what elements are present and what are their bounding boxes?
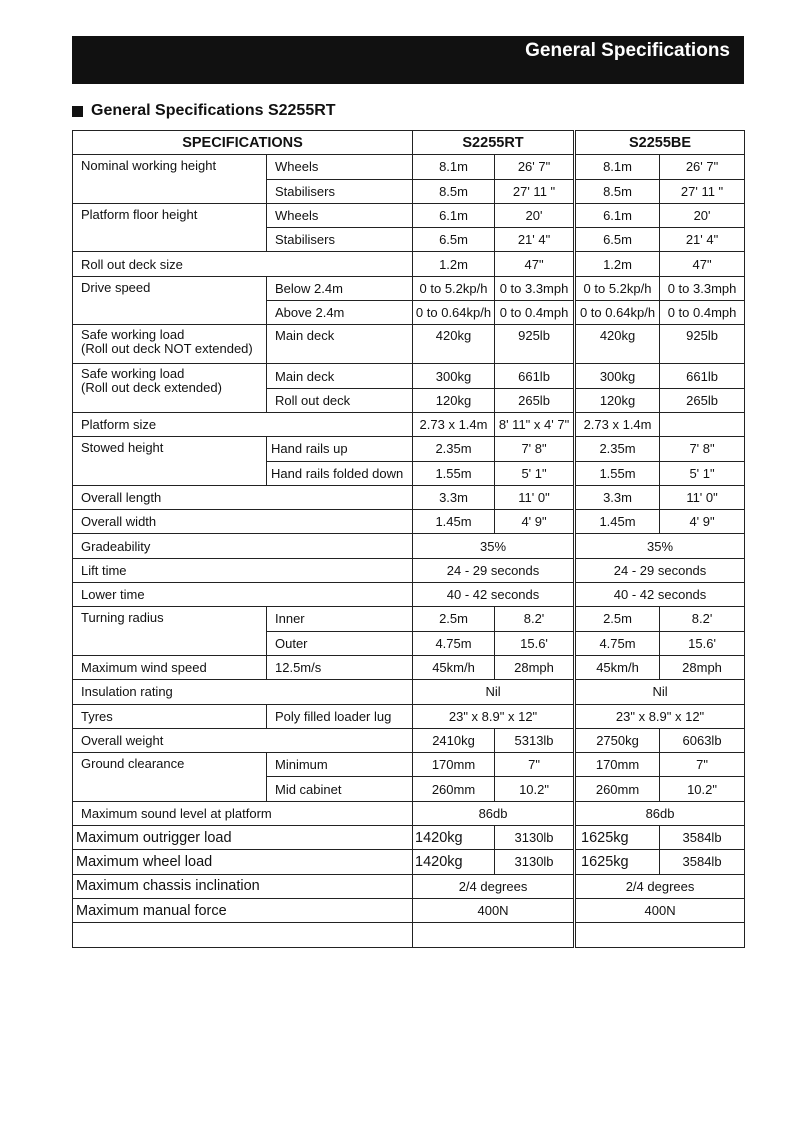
cell: 1625kg — [575, 850, 660, 874]
cell: 1.45m — [413, 510, 495, 534]
row-label-line1: Safe working load — [81, 366, 185, 382]
cell: 5313lb — [495, 728, 575, 752]
row-label: Maximum wheel load — [73, 850, 413, 874]
cell: 24 - 29 seconds — [575, 558, 745, 582]
cell: 26' 7" — [660, 155, 745, 179]
row-sublabel: Stabilisers — [267, 228, 413, 252]
cell: 28mph — [660, 655, 745, 679]
cell: 11' 0" — [660, 485, 745, 509]
cell: 8.2' — [495, 607, 575, 631]
cell: 1.55m — [413, 461, 495, 485]
cell: Nil — [575, 680, 745, 704]
cell: 0 to 0.4mph — [495, 301, 575, 325]
cell: 2/4 degrees — [575, 874, 745, 898]
row-sublabel: Wheels — [267, 155, 413, 179]
cell: 35% — [413, 534, 575, 558]
section-title — [72, 102, 336, 120]
row-sublabel: 12.5m/s — [267, 655, 413, 679]
header-bar — [72, 36, 744, 84]
cell: 170mm — [413, 753, 495, 777]
cell: 2.5m — [575, 607, 660, 631]
cell: 47" — [495, 252, 575, 276]
cell: 5' 1" — [495, 461, 575, 485]
table-row — [73, 325, 745, 364]
cell: 7' 8" — [660, 437, 745, 461]
cell: 3.3m — [575, 485, 660, 509]
cell: 45km/h — [575, 655, 660, 679]
row-sublabel: Above 2.4m — [267, 301, 413, 325]
cell: 2750kg — [575, 728, 660, 752]
row-label: Gradeability — [73, 534, 413, 558]
row-label-line1: Safe working load — [81, 327, 185, 343]
cell: 8.5m — [575, 179, 660, 203]
cell: 925lb — [660, 325, 745, 364]
row-label: Maximum wind speed — [73, 655, 267, 679]
cell: 2.35m — [413, 437, 495, 461]
row-label: Maximum sound level at platform — [73, 801, 413, 825]
table-row — [73, 898, 745, 922]
row-label — [73, 325, 267, 364]
row-label: Maximum chassis inclination — [73, 874, 413, 898]
cell: 86db — [413, 801, 575, 825]
table-row — [73, 801, 745, 825]
row-sublabel: Outer — [267, 631, 413, 655]
cell: 28mph — [495, 655, 575, 679]
cell: 10.2" — [495, 777, 575, 801]
row-sublabel: Minimum — [267, 753, 413, 777]
cell: 0 to 5.2kp/h — [575, 276, 660, 300]
empty-cell — [413, 923, 575, 947]
row-label: Nominal working height — [73, 155, 267, 204]
cell — [660, 412, 745, 436]
row-label: Lift time — [73, 558, 413, 582]
cell: 420kg — [413, 325, 495, 364]
cell: 260mm — [413, 777, 495, 801]
cell: 40 - 42 seconds — [413, 583, 575, 607]
table-row — [73, 558, 745, 582]
cell: 2.5m — [413, 607, 495, 631]
row-label: Stowed height — [73, 437, 267, 486]
section-title-text: General Specifications S2255RT — [91, 102, 336, 119]
cell: 300kg — [575, 364, 660, 388]
cell: 20' — [660, 203, 745, 227]
cell: 15.6' — [495, 631, 575, 655]
cell: 86db — [575, 801, 745, 825]
row-label: Overall length — [73, 485, 413, 509]
row-label: Drive speed — [73, 276, 267, 325]
cell: 260mm — [575, 777, 660, 801]
table-row — [73, 252, 745, 276]
row-sublabel: Mid cabinet — [267, 777, 413, 801]
row-label: Lower time — [73, 583, 413, 607]
row-sublabel: Hand rails folded down — [267, 461, 413, 485]
cell: 3130lb — [495, 826, 575, 850]
row-label — [73, 364, 267, 413]
col-header-s2255be: S2255BE — [575, 131, 745, 155]
cell: 10.2" — [660, 777, 745, 801]
cell: 2.73 x 1.4m — [575, 412, 660, 436]
cell: 21' 4" — [495, 228, 575, 252]
cell: 0 to 0.64kp/h — [575, 301, 660, 325]
cell: 8.1m — [413, 155, 495, 179]
cell: 120kg — [575, 388, 660, 412]
cell: 3584lb — [660, 826, 745, 850]
cell: 8' 11" x 4' 7" — [495, 412, 575, 436]
col-header-specifications: SPECIFICATIONS — [73, 131, 413, 155]
cell: 2.73 x 1.4m — [413, 412, 495, 436]
cell: 925lb — [495, 325, 575, 364]
table-row — [73, 583, 745, 607]
cell: 47" — [660, 252, 745, 276]
cell: 35% — [575, 534, 745, 558]
cell: 6.1m — [413, 203, 495, 227]
cell: 20' — [495, 203, 575, 227]
cell: 120kg — [413, 388, 495, 412]
cell: 40 - 42 seconds — [575, 583, 745, 607]
table-row — [73, 655, 745, 679]
row-label-line2: (Roll out deck NOT extended) — [81, 341, 253, 357]
cell: 3130lb — [495, 850, 575, 874]
cell: 0 to 3.3mph — [495, 276, 575, 300]
cell: 26' 7" — [495, 155, 575, 179]
row-label: Turning radius — [73, 607, 267, 656]
cell: 23" x 8.9" x 12" — [575, 704, 745, 728]
table-row — [73, 607, 745, 631]
table-row — [73, 437, 745, 461]
table-row — [73, 826, 745, 850]
cell: 24 - 29 seconds — [413, 558, 575, 582]
table-row — [73, 203, 745, 227]
table-row-empty — [73, 923, 745, 947]
row-label: Roll out deck size — [73, 252, 413, 276]
cell: 2.35m — [575, 437, 660, 461]
cell: 15.6' — [660, 631, 745, 655]
cell: 4.75m — [575, 631, 660, 655]
cell: 7' 8" — [495, 437, 575, 461]
row-label: Maximum manual force — [73, 898, 413, 922]
cell: 1.2m — [413, 252, 495, 276]
cell: 1.45m — [575, 510, 660, 534]
cell: 170mm — [575, 753, 660, 777]
cell: 3.3m — [413, 485, 495, 509]
table-row — [73, 534, 745, 558]
row-sublabel: Hand rails up — [267, 437, 413, 461]
row-label: Maximum outrigger load — [73, 826, 413, 850]
table-row — [73, 510, 745, 534]
table-row — [73, 155, 745, 179]
cell: 3584lb — [660, 850, 745, 874]
cell: 11' 0" — [495, 485, 575, 509]
row-sublabel: Below 2.4m — [267, 276, 413, 300]
row-label: Platform size — [73, 412, 413, 436]
row-label: Tyres — [73, 704, 267, 728]
cell: 6.5m — [575, 228, 660, 252]
table-row — [73, 364, 745, 388]
cell: 45km/h — [413, 655, 495, 679]
cell: 400N — [413, 898, 575, 922]
table-row — [73, 850, 745, 874]
header-title: General Specifications — [525, 40, 730, 61]
cell: 0 to 0.64kp/h — [413, 301, 495, 325]
row-label: Overall weight — [73, 728, 413, 752]
row-sublabel: Poly filled loader lug — [267, 704, 413, 728]
table-row — [73, 874, 745, 898]
cell: Nil — [413, 680, 575, 704]
cell: 8.2' — [660, 607, 745, 631]
cell: 2/4 degrees — [413, 874, 575, 898]
row-label: Platform floor height — [73, 203, 267, 252]
row-label: Ground clearance — [73, 753, 267, 802]
row-label-line2: (Roll out deck extended) — [81, 380, 222, 396]
table-row — [73, 680, 745, 704]
cell: 4' 9" — [660, 510, 745, 534]
cell: 0 to 5.2kp/h — [413, 276, 495, 300]
cell: 1.55m — [575, 461, 660, 485]
table-header-row — [73, 131, 745, 155]
cell: 420kg — [575, 325, 660, 364]
row-sublabel: Main deck — [267, 325, 413, 364]
empty-cell — [575, 923, 745, 947]
table-row — [73, 485, 745, 509]
table-row — [73, 704, 745, 728]
cell: 27' 11 " — [495, 179, 575, 203]
table-row — [73, 728, 745, 752]
cell: 2410kg — [413, 728, 495, 752]
table-row — [73, 276, 745, 300]
square-bullet-icon — [72, 106, 83, 117]
table-row — [73, 753, 745, 777]
cell: 300kg — [413, 364, 495, 388]
cell: 0 to 0.4mph — [660, 301, 745, 325]
cell: 1420kg — [413, 826, 495, 850]
row-sublabel: Roll out deck — [267, 388, 413, 412]
cell: 1420kg — [413, 850, 495, 874]
cell: 8.5m — [413, 179, 495, 203]
cell: 5' 1" — [660, 461, 745, 485]
empty-cell — [73, 923, 413, 947]
cell: 661lb — [660, 364, 745, 388]
row-sublabel: Inner — [267, 607, 413, 631]
cell: 27' 11 " — [660, 179, 745, 203]
table-row — [73, 412, 745, 436]
cell: 1.2m — [575, 252, 660, 276]
cell: 6.1m — [575, 203, 660, 227]
row-sublabel: Main deck — [267, 364, 413, 388]
cell: 7" — [660, 753, 745, 777]
cell: 8.1m — [575, 155, 660, 179]
row-label: Overall width — [73, 510, 413, 534]
cell: 400N — [575, 898, 745, 922]
cell: 661lb — [495, 364, 575, 388]
cell: 4.75m — [413, 631, 495, 655]
cell: 0 to 3.3mph — [660, 276, 745, 300]
cell: 6063lb — [660, 728, 745, 752]
cell: 23" x 8.9" x 12" — [413, 704, 575, 728]
cell: 21' 4" — [660, 228, 745, 252]
cell: 7" — [495, 753, 575, 777]
cell: 265lb — [495, 388, 575, 412]
cell: 265lb — [660, 388, 745, 412]
cell: 4' 9" — [495, 510, 575, 534]
row-label: Insulation rating — [73, 680, 413, 704]
cell: 6.5m — [413, 228, 495, 252]
cell: 1625kg — [575, 826, 660, 850]
row-sublabel: Wheels — [267, 203, 413, 227]
row-sublabel: Stabilisers — [267, 179, 413, 203]
col-header-s2255rt: S2255RT — [413, 131, 575, 155]
spec-table — [72, 130, 745, 948]
